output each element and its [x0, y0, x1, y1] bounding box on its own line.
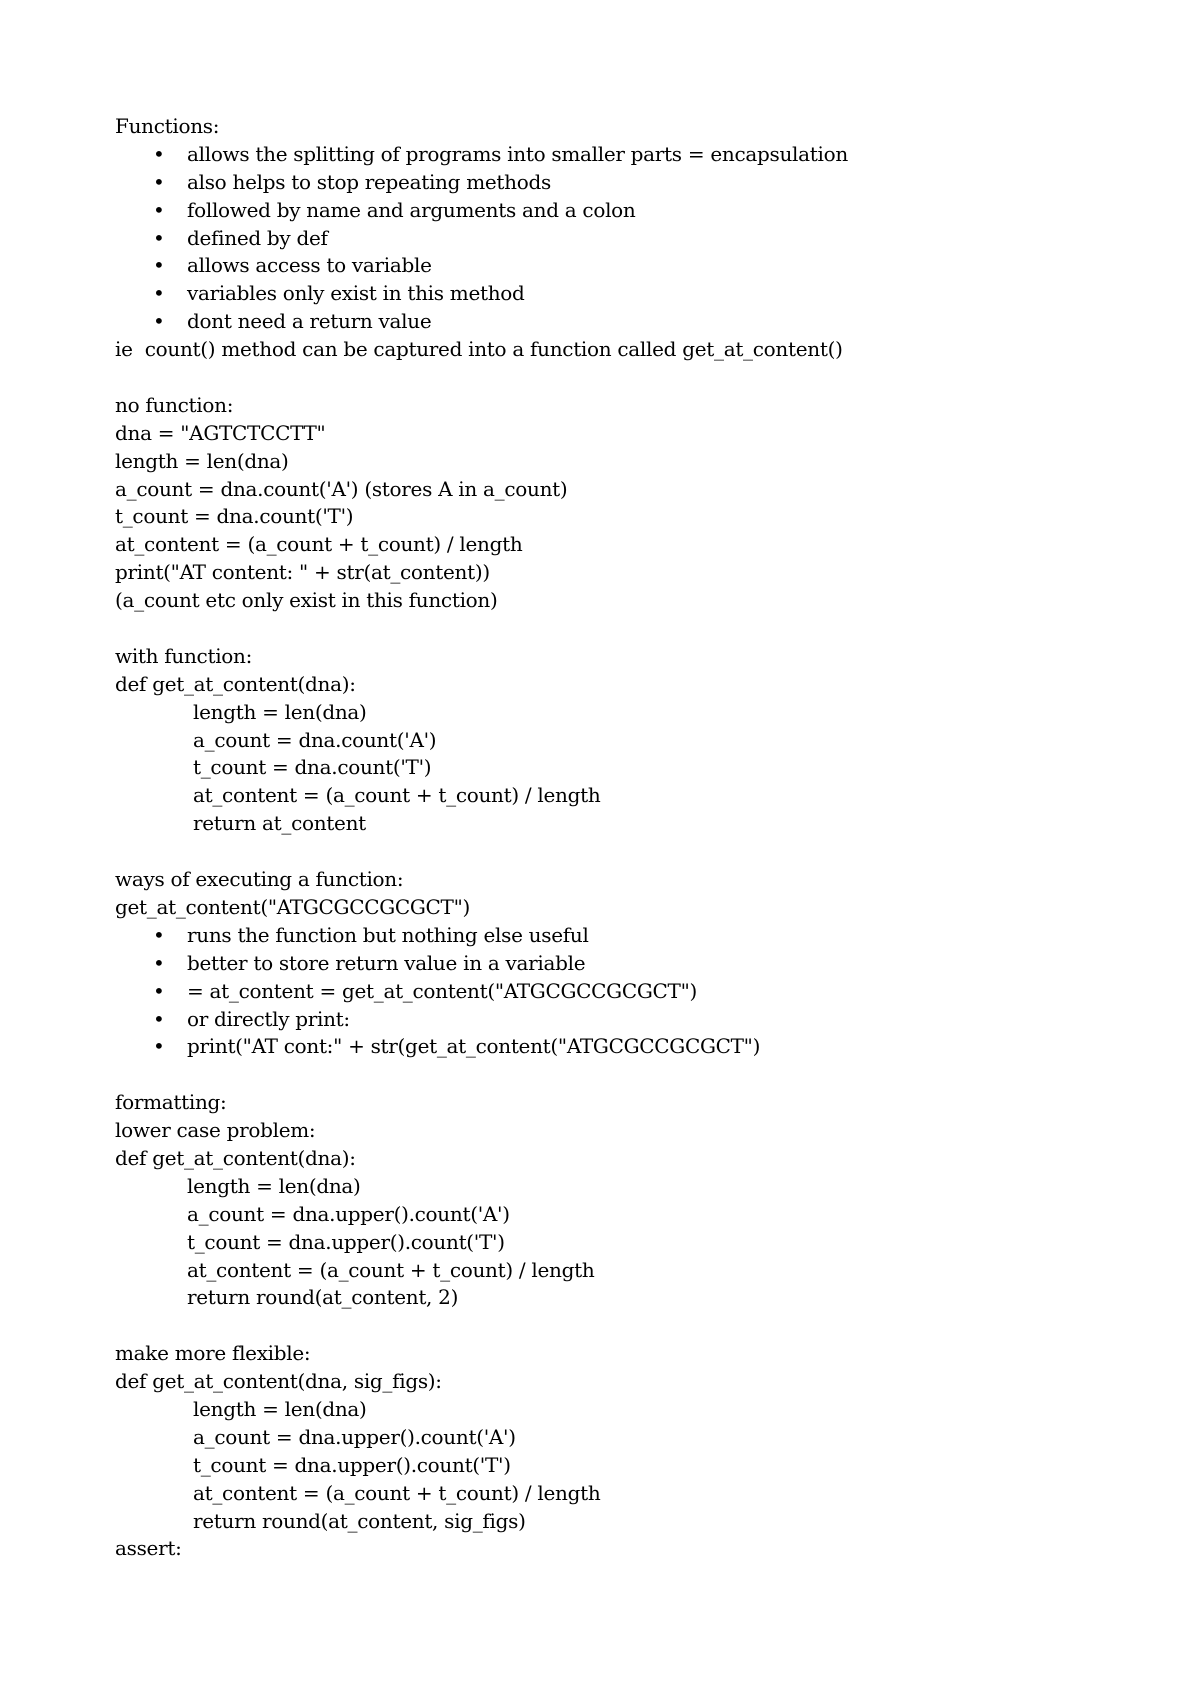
code-line: print("AT content: " + str(at_content))	[115, 560, 490, 585]
paragraph-gap	[115, 1061, 1115, 1089]
list-item: • also helps to stop repeating methods	[115, 169, 1115, 197]
code-def-line: def get_at_content(dna):	[115, 671, 356, 696]
code-line: at_content = (a_count + t_count) / length	[187, 1257, 595, 1282]
code-line: a_count = dna.upper().count('A')	[187, 1201, 510, 1226]
code-line: length = len(dna)	[187, 1173, 361, 1198]
list-item: • print("AT cont:" + str(get_at_content("ATGCGCCGCGCT")	[115, 1033, 1115, 1061]
section-heading-with-function: with function:	[115, 643, 253, 668]
code-line: at_content = (a_count + t_count) / length	[115, 532, 523, 557]
paragraph-gap	[115, 615, 1115, 643]
code-line: at_content = (a_count + t_count) / length	[193, 1480, 601, 1505]
code-line: at_content = (a_count + t_count) / length	[193, 783, 601, 808]
section-heading-no-function: no function:	[115, 392, 234, 417]
functions-note: ie count() method can be captured into a function called get_at_content()	[115, 337, 843, 362]
section-heading-formatting: formatting:	[115, 1090, 227, 1115]
document-body	[115, 113, 1115, 1563]
section-subheading: lower case problem:	[115, 1118, 316, 1143]
section-heading-functions: Functions:	[115, 114, 220, 138]
code-line: return at_content	[193, 811, 366, 836]
list-item: • dont need a return value	[115, 308, 1115, 336]
code-line: t_count = dna.count('T')	[193, 755, 432, 780]
list-item: • = at_content = get_at_content("ATGCGCCGCGCT")	[115, 978, 1115, 1006]
code-line: get_at_content("ATGCGCCGCGCT")	[115, 894, 471, 919]
list-item: • allows the splitting of programs into smaller parts = encapsulation	[115, 141, 1115, 169]
section-heading-flexible: make more flexible:	[115, 1341, 311, 1366]
code-line: a_count = dna.count('A') (stores A in a_count)	[115, 476, 568, 501]
paragraph-gap	[115, 1312, 1115, 1340]
section-heading-executing: ways of executing a function:	[115, 867, 404, 892]
code-line: t_count = dna.upper().count('T')	[193, 1452, 511, 1477]
code-line: length = len(dna)	[115, 448, 289, 473]
code-line: return round(at_content, 2)	[187, 1285, 459, 1310]
code-line: t_count = dna.count('T')	[115, 504, 354, 529]
list-item: • followed by name and arguments and a colon	[115, 197, 1115, 225]
paragraph-gap	[115, 364, 1115, 392]
code-def-line: def get_at_content(dna, sig_figs):	[115, 1369, 442, 1394]
section-heading-assert: assert:	[115, 1536, 182, 1561]
executing-bullet-list	[115, 922, 1115, 1061]
list-item: • runs the function but nothing else useful	[115, 922, 1115, 950]
code-line: length = len(dna)	[193, 699, 367, 724]
code-line: length = len(dna)	[193, 1396, 367, 1421]
list-item: • better to store return value in a variable	[115, 950, 1115, 978]
code-line: return round(at_content, sig_figs)	[193, 1508, 526, 1533]
code-line: (a_count etc only exist in this function)	[115, 588, 498, 613]
list-item: • or directly print:	[115, 1006, 1115, 1034]
code-line: a_count = dna.upper().count('A')	[193, 1424, 516, 1449]
list-item: • variables only exist in this method	[115, 280, 1115, 308]
functions-bullet-list	[115, 141, 1115, 336]
list-item: • defined by def	[115, 225, 1115, 253]
paragraph-gap	[115, 838, 1115, 866]
code-def-line: def get_at_content(dna):	[115, 1145, 356, 1170]
code-line: a_count = dna.count('A')	[193, 727, 437, 752]
code-line: t_count = dna.upper().count('T')	[187, 1229, 505, 1254]
code-line: dna = "AGTCTCCTT"	[115, 420, 326, 445]
list-item: • allows access to variable	[115, 252, 1115, 280]
